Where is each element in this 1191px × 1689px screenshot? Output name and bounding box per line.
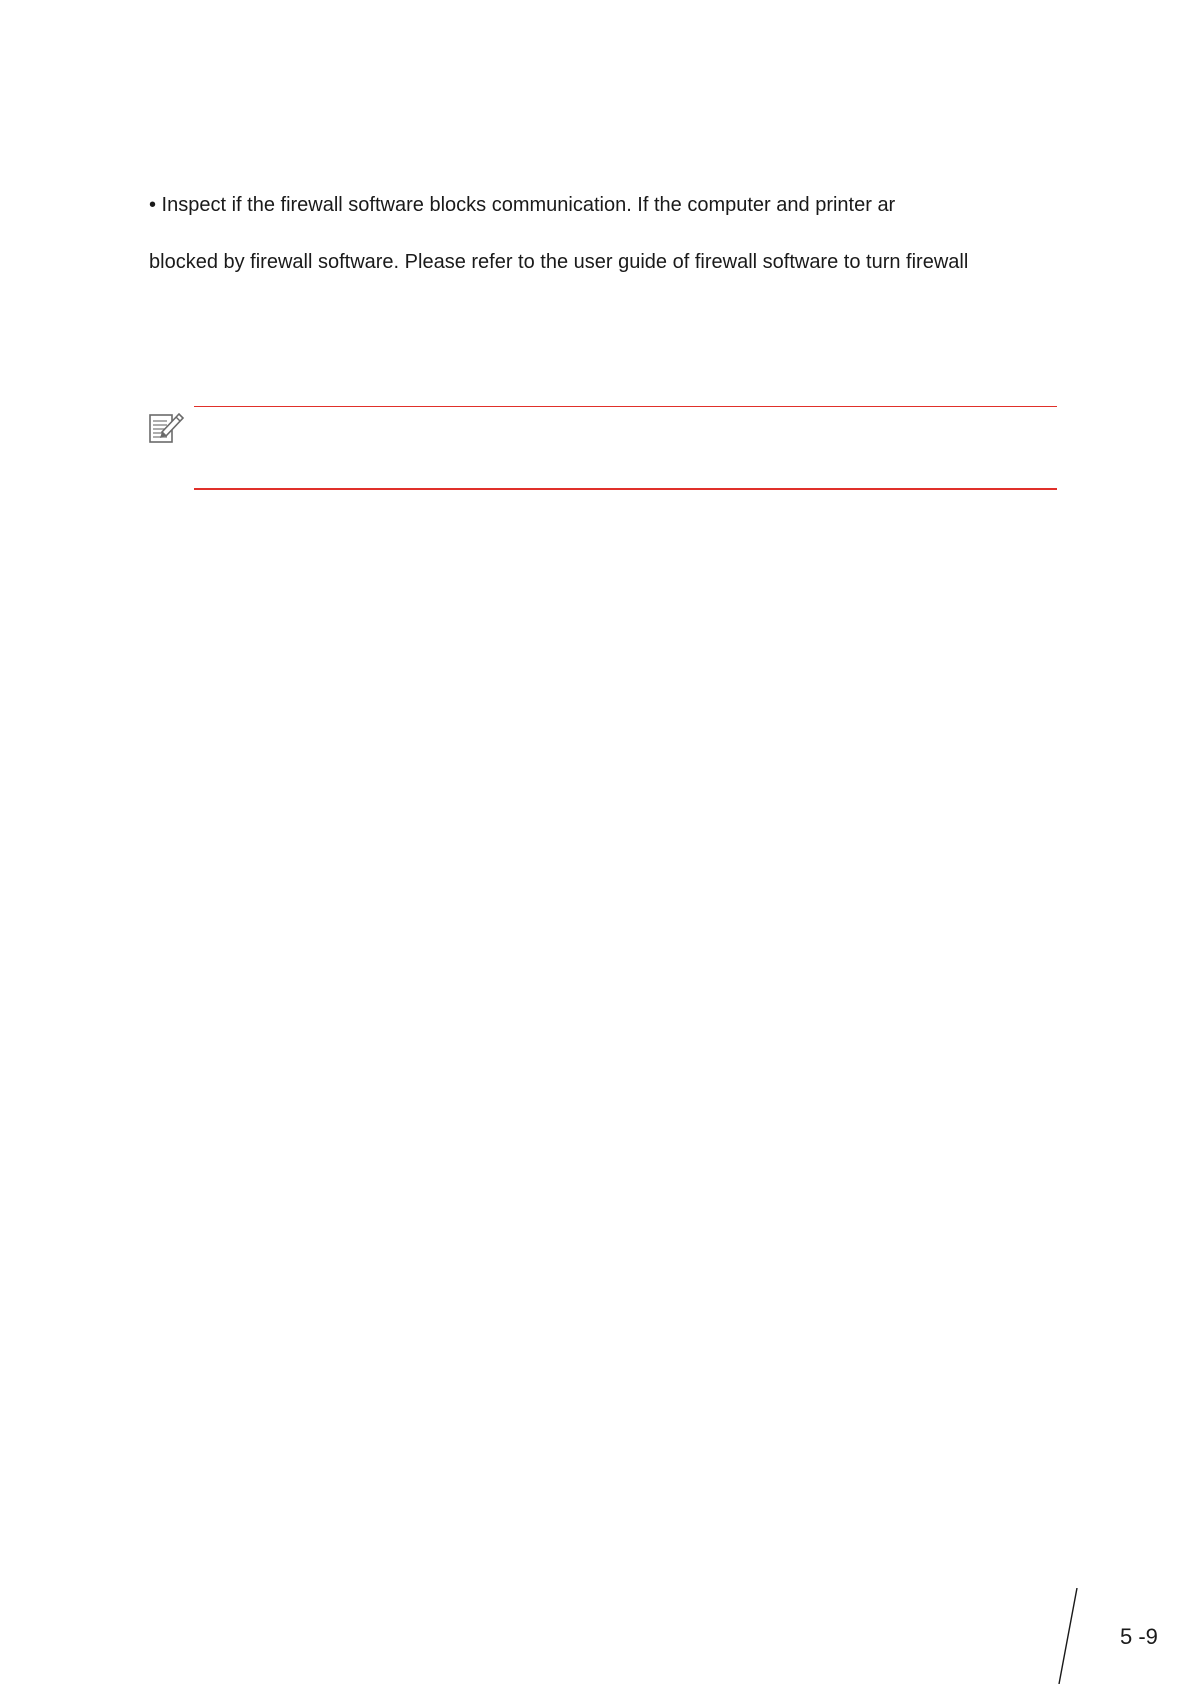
note-top-rule [194, 406, 1057, 407]
footer-slash-divider [1055, 1588, 1079, 1684]
page-number: 5 -9 [1120, 1624, 1158, 1649]
note-icon [148, 410, 186, 448]
body-text-line-2: blocked by firewall software. Please refer to the user guide of firewall software to turn firewall [149, 251, 969, 273]
body-text-line-1: • Inspect if the firewall software blocks communication. If the computer and printer ar [149, 194, 896, 216]
note-bottom-rule [194, 488, 1057, 490]
